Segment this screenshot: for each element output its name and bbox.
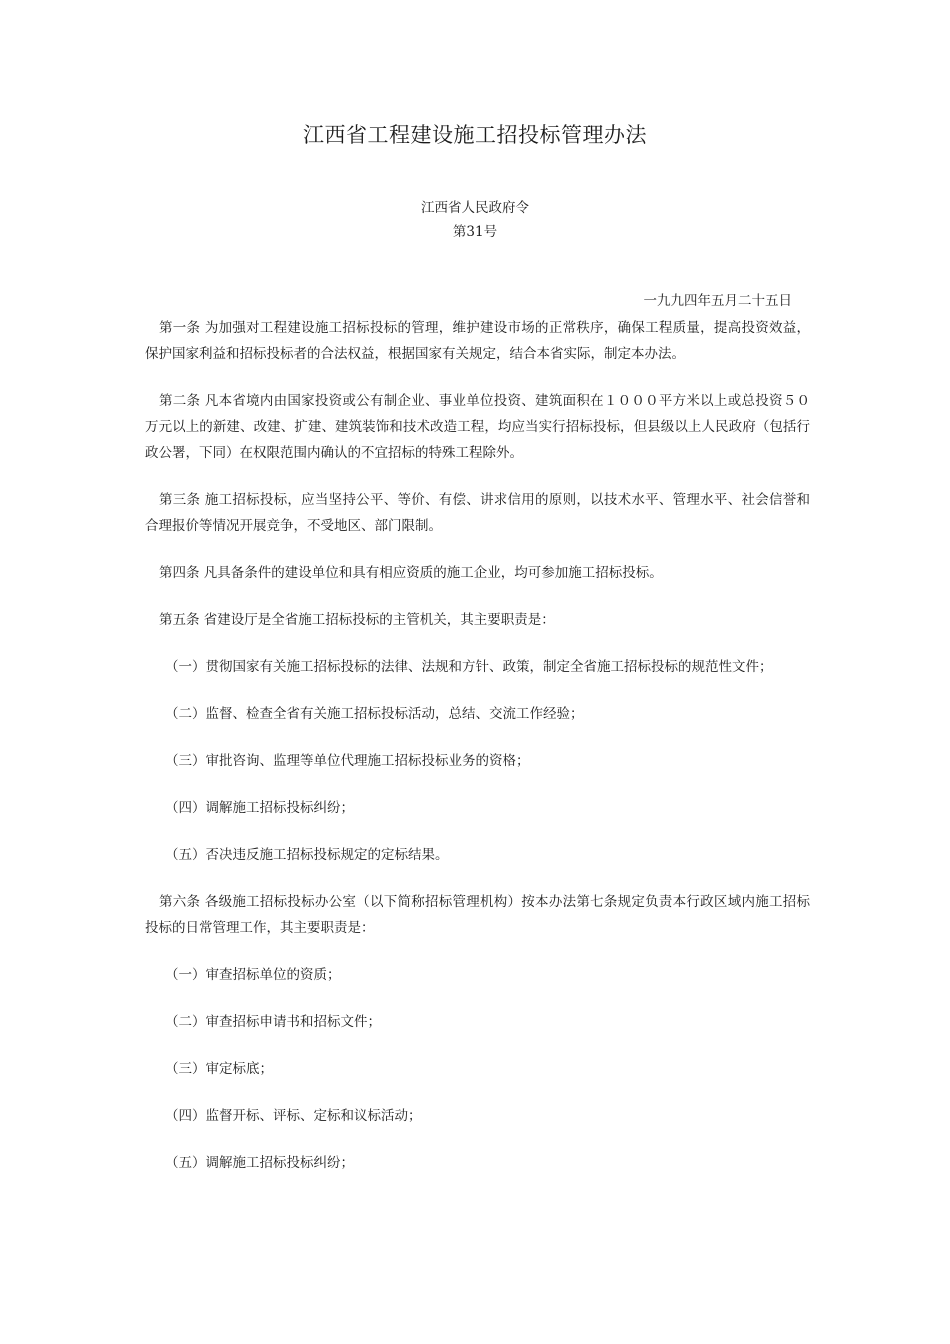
article-6-item-3: （三）审定标底； — [165, 1061, 273, 1077]
article-6-item-4: （四）监督开标、评标、定标和议标活动； — [165, 1108, 422, 1124]
article-6-item-5: （五）调解施工招标投标纠纷； — [165, 1155, 354, 1171]
article-5-item-3: （三）审批咨询、监理等单位代理施工招标投标业务的资格； — [165, 753, 530, 769]
issuer-line: 江西省人民政府令 — [421, 200, 529, 216]
document-title: 江西省工程建设施工招投标管理办法 — [303, 123, 647, 147]
article-5-item-2: （二）监督、检查全省有关施工招标投标活动，总结、交流工作经验； — [165, 706, 584, 722]
article-3: 第三条 施工招标投标，应当坚持公平、等价、有偿、讲求信用的原则，以技术水平、管理水平、社会信誉和合理报价等情况开展竞争，不受地区、部门限制。 — [145, 492, 810, 534]
article-5: 第五条 省建设厅是全省施工招标投标的主管机关，其主要职责是： — [159, 612, 555, 628]
article-4: 第四条 凡具备条件的建设单位和具有相应资质的施工企业，均可参加施工招标投标。 — [159, 565, 663, 581]
issue-date: 一九九四年五月二十五日 — [643, 293, 792, 309]
article-2: 第二条 凡本省境内由国家投资或公有制企业、事业单位投资、建筑面积在１０００平方米以上或总投资５０万元以上的新建、改建、扩建、建筑装饰和技术改造工程，均应当实行招标投标，但县级以上人民政府（包括行政公署，下同）在权限范围内确认的不宜招标的特殊工程除外。 — [145, 393, 810, 461]
article-6-item-2: （二）审查招标申请书和招标文件； — [165, 1014, 381, 1030]
article-5-item-1: （一）贯彻国家有关施工招标投标的法律、法规和方针、政策，制定全省施工招标投标的规范性文件； — [165, 659, 773, 675]
article-5-item-4: （四）调解施工招标投标纠纷； — [165, 800, 354, 816]
document-body — [145, 315, 810, 1197]
article-6: 第六条 各级施工招标投标办公室（以下简称招标管理机构）按本办法第七条规定负责本行政区域内施工招标投标的日常管理工作，其主要职责是： — [145, 894, 810, 936]
order-number: 第31号 — [452, 224, 498, 240]
article-6-item-1: （一）审查招标单位的资质； — [165, 967, 341, 983]
article-5-item-5: （五）否决违反施工招标投标规定的定标结果。 — [165, 847, 449, 863]
article-1: 第一条 为加强对工程建设施工招标投标的管理，维护建设市场的正常秩序，确保工程质量，提高投资效益，保护国家利益和招标投标者的合法权益，根据国家有关规定，结合本省实际，制定本办法。 — [145, 320, 810, 362]
